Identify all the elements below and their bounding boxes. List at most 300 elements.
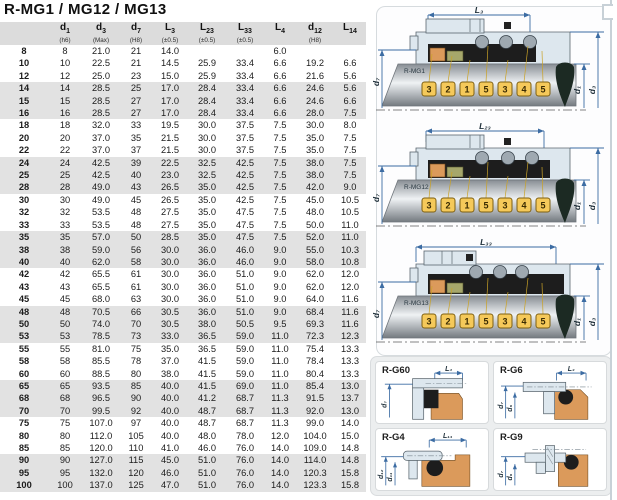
- value-cell: 35: [48, 231, 82, 243]
- value-cell: 40.0: [152, 392, 188, 404]
- value-cell: 6.6: [264, 95, 296, 107]
- value-cell: 11.0: [271, 356, 289, 367]
- value-cell: 51.0: [188, 467, 226, 479]
- value-cell: 30.5: [152, 306, 188, 318]
- value-cell: 35: [130, 132, 142, 143]
- value-cell: 38: [48, 244, 82, 256]
- value-cell: 19.5: [160, 120, 180, 131]
- value-cell: 11.0: [271, 368, 289, 379]
- value-cell: 55.0: [296, 244, 334, 256]
- value-cell: 48.0: [197, 430, 217, 441]
- size-cell: 18: [18, 120, 30, 131]
- dim-label-d7: d₇: [371, 309, 381, 319]
- value-cell: 15.8: [334, 467, 366, 479]
- value-cell: 7.5: [264, 231, 296, 243]
- page-edge-line: [610, 0, 612, 500]
- value-cell: 9.5: [264, 318, 296, 330]
- table-row: [0, 306, 366, 318]
- value-cell: 92.0: [296, 405, 334, 417]
- table-row: [0, 132, 366, 144]
- value-cell: 14: [48, 82, 82, 94]
- value-cell: 43: [59, 281, 71, 292]
- value-cell: 59.0: [235, 368, 255, 379]
- value-cell: 17.0: [152, 82, 188, 94]
- value-cell: 36.5: [188, 330, 226, 342]
- table-row: [0, 281, 366, 293]
- value-cell: 13.0: [334, 380, 366, 392]
- value-cell: 132.0: [82, 467, 120, 479]
- value-cell: 51.0: [188, 454, 226, 466]
- value-cell: 11.3: [264, 392, 296, 404]
- detail-cell-rg4: [375, 428, 489, 491]
- value-cell: 28.0: [296, 107, 334, 119]
- value-cell: 75: [130, 343, 142, 354]
- value-cell: [296, 45, 334, 57]
- callout-number: 3: [426, 200, 432, 211]
- size-cell: 42: [18, 269, 30, 280]
- value-cell: 28.5: [82, 107, 120, 119]
- value-cell: 47.5: [226, 231, 264, 243]
- value-cell: 14.5: [160, 58, 180, 69]
- value-cell: 50.0: [305, 219, 325, 230]
- dim-label-d1: d₁: [572, 201, 582, 211]
- value-cell: 8.0: [343, 120, 357, 131]
- page-title: R-MG1 / MG12 / MG13: [4, 1, 167, 18]
- value-cell: 120.0: [89, 443, 113, 453]
- size-cell: 10: [18, 58, 30, 69]
- value-cell: 47.5: [235, 207, 255, 218]
- value-cell: 55: [59, 343, 71, 354]
- value-cell: 24.6: [296, 82, 334, 94]
- value-cell: 65.5: [91, 269, 111, 280]
- value-cell: 32.0: [91, 120, 111, 131]
- value-cell: 30.0: [160, 281, 180, 292]
- value-cell: 107.0: [89, 418, 113, 429]
- value-cell: 80.4: [305, 368, 325, 379]
- value-cell: 12.0: [340, 269, 360, 280]
- value-cell: 6.6: [334, 95, 366, 107]
- detail-label: R-G6: [500, 365, 523, 376]
- column-header: $d_1$ (h6): [48, 22, 82, 45]
- value-cell: 36.0: [197, 294, 217, 305]
- value-cell: 11.3: [271, 418, 289, 429]
- value-cell: 100: [48, 479, 82, 491]
- value-cell: 46.0: [197, 443, 217, 453]
- value-cell: 137.0: [82, 479, 120, 491]
- value-cell: 74.0: [82, 318, 120, 330]
- value-cell: 6.6: [273, 70, 287, 81]
- callout-number: 4: [521, 316, 527, 327]
- table-body: [0, 45, 366, 492]
- value-cell: 26.5: [152, 181, 188, 193]
- table-row: [0, 442, 366, 454]
- value-cell: 68.7: [226, 405, 264, 417]
- value-cell: 80: [59, 430, 71, 441]
- callout-number: 1: [464, 84, 470, 95]
- value-cell: 50.5: [226, 318, 264, 330]
- value-cell: 69.3: [296, 318, 334, 330]
- value-cell: 13.3: [340, 343, 360, 354]
- dim-label-d1: d₁: [572, 85, 582, 95]
- value-cell: 10.3: [334, 244, 366, 256]
- value-cell: 28.5: [82, 95, 120, 107]
- column-header: $d_3$ (Max): [82, 22, 120, 45]
- value-cell: 75.4: [305, 343, 325, 354]
- value-cell: 95: [48, 467, 82, 479]
- value-cell: 12: [59, 70, 71, 81]
- value-cell: 14.0: [264, 454, 296, 466]
- value-cell: 26.5: [160, 194, 180, 205]
- value-cell: 35.0: [197, 207, 217, 218]
- value-cell: 88.5: [91, 368, 111, 379]
- dim-label-d7: d₇: [497, 470, 505, 478]
- table-row: [0, 169, 366, 181]
- table-row: [0, 392, 366, 404]
- value-cell: 45.0: [152, 454, 188, 466]
- value-cell: 28.5: [82, 82, 120, 94]
- value-cell: 76.0: [226, 454, 264, 466]
- value-cell: 41.2: [188, 392, 226, 404]
- size-cell: 80: [18, 430, 30, 441]
- size-cell: 24: [0, 157, 48, 169]
- size-cell: 60: [18, 368, 30, 379]
- value-cell: 23: [130, 70, 142, 81]
- seal-diagram-rmg1: [370, 6, 612, 118]
- rmg1-cross-section: [370, 6, 612, 118]
- value-cell: 6.6: [264, 107, 296, 119]
- value-cell: 21: [130, 46, 142, 56]
- value-cell: 58.0: [296, 256, 334, 268]
- callout-number: 5: [540, 84, 546, 95]
- value-cell: 110: [128, 443, 144, 453]
- callout-number: 5: [483, 84, 489, 95]
- model-label: R-MG13: [404, 300, 429, 307]
- value-cell: 68: [48, 392, 82, 404]
- value-cell: 7.5: [264, 157, 296, 169]
- table-row: [0, 256, 366, 268]
- value-cell: 109.0: [303, 443, 327, 453]
- value-cell: 76.0: [226, 467, 264, 479]
- value-cell: 42.5: [226, 169, 264, 181]
- value-cell: 11.0: [264, 380, 296, 392]
- value-cell: 49.0: [91, 194, 111, 205]
- table-head-row: [0, 22, 366, 45]
- value-cell: 66: [120, 306, 152, 318]
- value-cell: 53.5: [91, 219, 111, 230]
- column-header: $L_4$: [264, 22, 296, 45]
- value-cell: 48.7: [197, 418, 217, 429]
- value-cell: 13.7: [334, 392, 366, 404]
- value-cell: 33.4: [226, 95, 264, 107]
- value-cell: 51.0: [226, 306, 264, 318]
- value-cell: 37.5: [235, 120, 255, 131]
- column-header: $L_{33}$ (±0.5): [226, 22, 264, 45]
- size-cell: 45: [18, 294, 30, 305]
- value-cell: 6.6: [343, 58, 357, 69]
- value-cell: 78.0: [235, 430, 255, 441]
- detail-cell-rg6: [493, 361, 607, 424]
- value-cell: 45.0: [305, 194, 325, 205]
- table-row: [0, 244, 366, 256]
- diagram-panel: [368, 0, 614, 500]
- value-cell: 7.5: [343, 132, 357, 143]
- callout-number: 3: [502, 316, 508, 327]
- table-row: [0, 268, 366, 280]
- size-cell: 43: [18, 281, 30, 292]
- value-cell: 33: [130, 120, 142, 131]
- value-cell: 7.5: [343, 145, 357, 156]
- value-cell: 58: [59, 356, 71, 367]
- value-cell: 9.0: [264, 256, 296, 268]
- table-row: [0, 380, 366, 392]
- dim-label-d6: d₆: [507, 404, 515, 412]
- value-cell: 6.0: [273, 46, 287, 56]
- dim-label-d7: d₇: [371, 193, 381, 203]
- table-row: [0, 405, 366, 417]
- size-cell: 40: [0, 256, 48, 268]
- value-cell: 42.5: [82, 169, 120, 181]
- rg4-section: [376, 429, 488, 490]
- value-cell: 11.3: [264, 405, 296, 417]
- size-cell: 68: [0, 392, 48, 404]
- rmg12-cross-section: [370, 122, 612, 234]
- value-cell: 69.0: [226, 380, 264, 392]
- value-cell: 27.5: [160, 219, 180, 230]
- value-cell: 40: [120, 169, 152, 181]
- size-cell: 15: [0, 95, 48, 107]
- dim-label-d12: d₁₂: [378, 469, 386, 479]
- value-cell: 115: [120, 454, 152, 466]
- table-row: [0, 231, 366, 243]
- value-cell: 35.0: [188, 231, 226, 243]
- value-cell: 7.5: [273, 120, 287, 131]
- value-cell: 9.0: [264, 244, 296, 256]
- table-row: [0, 181, 366, 193]
- value-cell: 50: [48, 318, 82, 330]
- value-cell: 17.0: [152, 95, 188, 107]
- value-cell: 43: [120, 181, 152, 193]
- value-cell: 53.5: [91, 207, 111, 218]
- value-cell: 81.0: [91, 343, 111, 354]
- seal-diagram-rmg13: [370, 238, 612, 350]
- size-cell: 30: [18, 194, 30, 205]
- value-cell: 96.5: [82, 392, 120, 404]
- value-cell: 7.5: [334, 169, 366, 181]
- value-cell: 37.0: [91, 145, 111, 156]
- value-cell: 7.5: [273, 207, 287, 218]
- value-cell: 41.0: [160, 443, 180, 453]
- value-cell: 38.0: [188, 318, 226, 330]
- table-row: [0, 194, 366, 206]
- value-cell: 99.5: [82, 405, 120, 417]
- value-cell: 105: [128, 430, 144, 441]
- detail-cell-rg9: [493, 428, 607, 491]
- column-header: $d_7$ (H8): [120, 22, 152, 45]
- value-cell: 75: [59, 418, 71, 429]
- value-cell: 30.0: [160, 269, 180, 280]
- value-cell: 15.0: [160, 70, 180, 81]
- rmg13-cross-section: [370, 238, 612, 350]
- value-cell: 6.6: [273, 58, 287, 69]
- value-cell: 37.0: [160, 356, 180, 367]
- value-cell: 21.6: [305, 70, 325, 81]
- rg9-section: [494, 429, 606, 490]
- value-cell: 21.0: [91, 46, 111, 56]
- size-cell: 85: [18, 443, 30, 453]
- callout-number: 5: [540, 316, 546, 327]
- size-cell: 25: [0, 169, 48, 181]
- table-row: [0, 119, 366, 131]
- value-cell: 76.0: [235, 443, 255, 453]
- table-row: [0, 219, 366, 231]
- table-row: [0, 95, 366, 107]
- value-cell: 30: [59, 194, 71, 205]
- value-cell: [334, 45, 366, 57]
- value-cell: 80: [130, 368, 142, 379]
- value-cell: 63: [130, 294, 142, 305]
- value-cell: 27: [120, 95, 152, 107]
- value-cell: 85.4: [296, 380, 334, 392]
- value-cell: 47.0: [152, 479, 188, 491]
- size-cell: 20: [18, 132, 30, 143]
- value-cell: 32.5: [188, 169, 226, 181]
- value-cell: 120.3: [296, 467, 334, 479]
- value-cell: 35.0: [160, 343, 180, 354]
- value-cell: 15: [48, 95, 82, 107]
- callout-number: 5: [483, 316, 489, 327]
- dim-label-l14: L₁₄: [442, 433, 453, 441]
- value-cell: 45: [130, 194, 142, 205]
- value-cell: 114.0: [296, 454, 334, 466]
- table-row: [0, 107, 366, 119]
- value-cell: 35.0: [188, 181, 226, 193]
- detail-cell-rg60: [375, 361, 489, 424]
- size-cell: 32: [18, 207, 30, 218]
- value-cell: 28: [48, 181, 82, 193]
- value-cell: 40.0: [152, 380, 188, 392]
- dim-label-l23: L₂₃: [479, 122, 491, 131]
- value-cell: 62.0: [82, 256, 120, 268]
- value-cell: 25.9: [197, 70, 217, 81]
- value-cell: 32.5: [188, 157, 226, 169]
- value-cell: 40.0: [152, 405, 188, 417]
- value-cell: 10.8: [334, 256, 366, 268]
- value-cell: 92: [120, 405, 152, 417]
- size-cell: 100: [0, 479, 48, 491]
- table-row: [0, 467, 366, 479]
- value-cell: 13.0: [334, 405, 366, 417]
- callout-number: 5: [483, 200, 489, 211]
- dimension-table: [0, 22, 366, 492]
- value-cell: 10: [59, 58, 71, 69]
- value-cell: 37: [130, 145, 142, 156]
- value-cell: 11.6: [334, 306, 366, 318]
- value-cell: 61: [130, 281, 142, 292]
- value-cell: 7.5: [273, 219, 287, 230]
- model-label: R-MG1: [404, 68, 425, 75]
- value-cell: 90: [120, 392, 152, 404]
- value-cell: 7.5: [264, 181, 296, 193]
- value-cell: 51.0: [188, 479, 226, 491]
- table-row: [0, 45, 366, 57]
- value-cell: 42.5: [226, 157, 264, 169]
- value-cell: 62.0: [305, 281, 325, 292]
- value-cell: 99.0: [305, 418, 325, 429]
- seat-detail-grid: [370, 356, 612, 496]
- rg6-section: [494, 362, 606, 423]
- value-cell: 35.0: [197, 219, 217, 230]
- value-cell: 28.4: [188, 82, 226, 94]
- value-cell: 68.4: [296, 306, 334, 318]
- value-cell: 15.0: [340, 430, 360, 441]
- callout-number: 1: [464, 200, 470, 211]
- value-cell: 70: [48, 405, 82, 417]
- value-cell: 5.6: [334, 82, 366, 94]
- size-cell: 53: [0, 330, 48, 342]
- value-cell: 37.5: [235, 145, 255, 156]
- value-cell: 7.5: [273, 145, 287, 156]
- value-cell: 59.0: [235, 356, 255, 367]
- value-cell: 20: [59, 132, 71, 143]
- dim-label-d3: d₃: [587, 201, 597, 211]
- value-cell: 30.0: [197, 120, 217, 131]
- value-cell: 28.4: [188, 95, 226, 107]
- value-cell: 59.0: [82, 244, 120, 256]
- value-cell: 14.0: [264, 479, 296, 491]
- callout-number: 3: [426, 84, 432, 95]
- callout-number: 4: [521, 84, 527, 95]
- table-row: [0, 343, 366, 355]
- table-row: [0, 454, 366, 466]
- value-cell: 78: [130, 356, 142, 367]
- value-cell: 10.5: [340, 207, 360, 218]
- value-cell: 14.0: [264, 467, 296, 479]
- value-cell: 46.0: [226, 244, 264, 256]
- value-cell: 25: [48, 169, 82, 181]
- seal-diagram-rmg12: [370, 122, 612, 234]
- dim-label-d1: d₁: [572, 317, 582, 327]
- value-cell: 68.7: [226, 392, 264, 404]
- dim-label-l4: L₄: [445, 366, 453, 374]
- value-cell: 8: [62, 46, 68, 56]
- value-cell: 42.5: [82, 157, 120, 169]
- value-cell: 36.0: [188, 306, 226, 318]
- value-cell: 14.0: [160, 46, 180, 56]
- value-cell: 36.0: [188, 256, 226, 268]
- value-cell: 60: [59, 368, 71, 379]
- value-cell: 93.5: [82, 380, 120, 392]
- value-cell: 39: [120, 157, 152, 169]
- value-cell: 73: [120, 330, 152, 342]
- value-cell: 76.0: [226, 479, 264, 491]
- value-cell: 41.5: [188, 380, 226, 392]
- value-cell: 65.5: [91, 281, 111, 292]
- size-cell: 33: [18, 219, 30, 230]
- table-row: [0, 206, 366, 218]
- table-row: [0, 318, 366, 330]
- value-cell: 35.0: [197, 194, 217, 205]
- value-cell: 51.0: [235, 294, 255, 305]
- value-cell: 16: [48, 107, 82, 119]
- value-cell: 9.0: [273, 269, 287, 280]
- value-cell: 7.5: [264, 169, 296, 181]
- value-cell: 47.5: [235, 219, 255, 230]
- value-cell: 11.0: [334, 231, 366, 243]
- value-cell: 125: [120, 479, 152, 491]
- table-row: [0, 430, 366, 442]
- value-cell: 120: [120, 467, 152, 479]
- value-cell: 11.0: [264, 330, 296, 342]
